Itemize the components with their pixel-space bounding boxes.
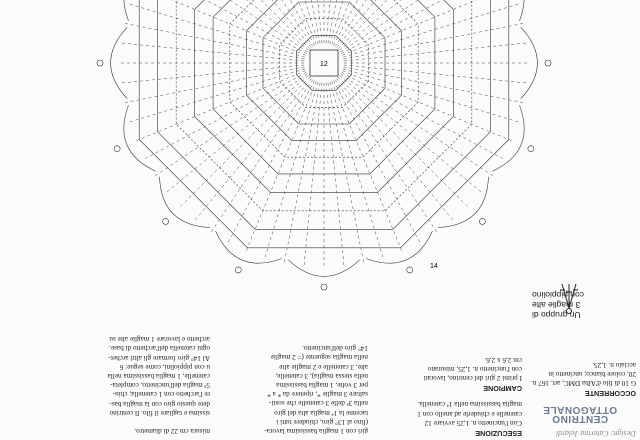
- text-column-right: [372, 318, 522, 438]
- chart-edge-arch: [366, 231, 432, 263]
- legend-line-3: con pippiolino: [532, 290, 584, 300]
- mid-line-9: nella maglia seguente (= 2 maglie: [270, 353, 368, 362]
- chart-picot: [528, 146, 534, 152]
- left-line-3: sissima e tagliare il filo. Il centrino: [109, 408, 210, 417]
- mid-line-3: tacenne la 1ª maglia alta del giro: [274, 408, 368, 417]
- chart-stitch-spoke: [179, 77, 310, 208]
- chart-stitch-spoke: [344, 65, 528, 83]
- chart-stitch-spoke: [179, 0, 310, 49]
- chart-stitch-spoke: [344, 67, 525, 103]
- chart-stitch-spoke: [343, 4, 520, 58]
- mid-line-1: giri con 1 maglia bassissima lavora-: [264, 427, 368, 435]
- picot-symbol-icon: [558, 280, 580, 314]
- crochet-chart: [90, 0, 560, 300]
- chart-stitch-spoke: [120, 65, 304, 83]
- campione-line-1: I primi 2 giri del centrino, lavorati: [423, 373, 522, 382]
- chart-stitch-spoke: [340, 76, 483, 193]
- chart-picot: [235, 267, 241, 273]
- left-line-7: catenelle, 1 maglia bassissima nella: [107, 371, 210, 380]
- left-line-8: u con pippiolini, come segue: 6: [119, 362, 210, 371]
- title-line-2: OTTAGONALE: [542, 403, 618, 415]
- legend-line-1: Un gruppo di: [532, 310, 581, 320]
- left-line-10: ogni catenella dell'archetto di base.: [109, 344, 210, 353]
- chart-picot: [114, 146, 120, 152]
- left-line-6: 5ª maglia dell'uncinetto, completa-: [110, 381, 210, 390]
- mid-line-8: alte, 3 catenelle e 2 maglie alte: [279, 362, 368, 371]
- text-column-middle: [218, 330, 368, 435]
- chart-stitch-spoke: [166, 0, 309, 50]
- chart-stitch-spoke: [335, 80, 438, 234]
- left-line-4: dere questo giro con la maglia bas-: [109, 399, 210, 408]
- chart-stitch-spoke: [210, 80, 313, 234]
- chart-stitch-spoke: [265, 82, 319, 259]
- chart-stitch-spoke: [154, 0, 308, 52]
- chart-stitch-spoke: [123, 23, 305, 59]
- chart-edge-arch: [521, 27, 538, 99]
- chart-stitch-spoke: [341, 0, 495, 52]
- text-column-left: [60, 325, 210, 435]
- chart-stitch-spoke: [344, 43, 528, 61]
- chart-stitch-spoke: [330, 82, 384, 259]
- left-line-9: Al 14° giro formare gli altri archet-: [108, 353, 210, 362]
- chart-stitch-spoke: [120, 43, 304, 61]
- chart-edge-number: 14: [430, 263, 438, 270]
- chart-stitch-spoke: [328, 83, 364, 265]
- campione-heading: CAMPIONE: [483, 384, 522, 394]
- mid-line-4: nella 3ª delle 3 catenelle che sosti-: [269, 399, 368, 408]
- chart-picot: [407, 267, 413, 273]
- chart-picot: [97, 60, 103, 66]
- occorrente-line-1: G 10 di filo d'Alba DMC, art. 167 n.: [531, 379, 636, 388]
- chart-stitch-spoke: [341, 74, 495, 177]
- chart-stitch-spoke: [338, 0, 469, 49]
- campione-line-2: con l'uncinetto n. 1,25, misurano: [427, 364, 522, 373]
- chart-stitch-spoke: [246, 0, 317, 45]
- chart-center-number: 12: [320, 61, 328, 68]
- chart-stitch-spoke: [123, 67, 305, 103]
- design-credit: Design: Caterina Jelardi: [555, 429, 636, 438]
- mid-line-5: saltare 3 maglie *, ripetere da * a *: [267, 390, 368, 399]
- chart-stitch-spoke: [338, 77, 469, 208]
- chart-stitch-spoke: [326, 83, 344, 267]
- chart-stitch-spoke: [128, 69, 305, 123]
- occorrente-heading: OCCORRENTE: [584, 389, 636, 399]
- mid-line-7: nella stessa maglia), 3 catenelle,: [275, 371, 368, 380]
- chart-stitch-spoke: [343, 71, 514, 142]
- chart-stitch-spoke: [128, 4, 305, 58]
- chart-stitch-spoke: [210, 0, 313, 46]
- chart-stitch-spoke: [194, 79, 311, 222]
- left-line-5: re l'archetto con 1 catenella; chiu-: [112, 390, 210, 399]
- chart-stitch-spoke: [304, 83, 322, 267]
- chart-stitch-spoke: [337, 79, 454, 222]
- chart-picot: [321, 284, 327, 290]
- chart-spokes: [119, 0, 529, 268]
- left-line-1: misura cm 22 di diametro.: [134, 427, 210, 435]
- chart-picot: [545, 60, 551, 66]
- chart-edge-arch: [216, 231, 282, 263]
- chart-edge-arch: [492, 0, 524, 21]
- chart-stitch-spoke: [166, 76, 309, 193]
- title-line-1: CENTRINO: [551, 412, 609, 424]
- chart-edge-arch: [124, 105, 156, 171]
- chart-edge-arch: [492, 105, 524, 171]
- chart-stitch-spoke: [343, 69, 520, 123]
- mid-line-6: per 3 volte, 1 maglia bassissima: [276, 380, 368, 389]
- chart-stitch-spoke: [284, 83, 320, 265]
- chart-picot: [479, 218, 485, 224]
- chart-stitch-spoke: [344, 23, 525, 59]
- left-line-11: archetto e lavorare 1 maglie alte su: [109, 335, 210, 344]
- chart-stitch-spoke: [335, 0, 438, 46]
- chart-stitch-spoke: [154, 74, 308, 177]
- chart-edge-arch: [288, 260, 360, 277]
- chart-stitch-spoke: [135, 71, 306, 142]
- mid-line-2: (fino al 13° giro, chiudere tutti i: [276, 417, 368, 426]
- esecuzione-line-3: maglia bassissima nella 1ª catenella.: [417, 400, 522, 409]
- chart-stitch-spoke: [340, 0, 483, 50]
- occorrente-line-2: 20, colore bianco; uncinetto in: [548, 369, 636, 378]
- campione-line-3: cm 2,6 x 2,6.: [484, 355, 522, 364]
- mid-line-10: 14° giro dell'uncinetto.: [302, 344, 368, 353]
- legend-line-2: 3 maglie alte: [532, 300, 581, 310]
- chart-stitch-spoke: [332, 0, 403, 45]
- chart-picot: [163, 218, 169, 224]
- esecuzione-heading: ESECUZIONE: [475, 429, 522, 438]
- esecuzione-line-1: Con l'uncinetto n. 1,25 avviare 12: [424, 418, 522, 427]
- chart-edge-arch: [124, 0, 156, 21]
- occorrente-line-3: acciaio n. 1,25.: [592, 360, 636, 369]
- text-column-far-right: [524, 318, 636, 438]
- esecuzione-line-2: catenelle e chiuderle ad anello con 1: [417, 409, 522, 418]
- chart-edge-arch: [111, 27, 128, 99]
